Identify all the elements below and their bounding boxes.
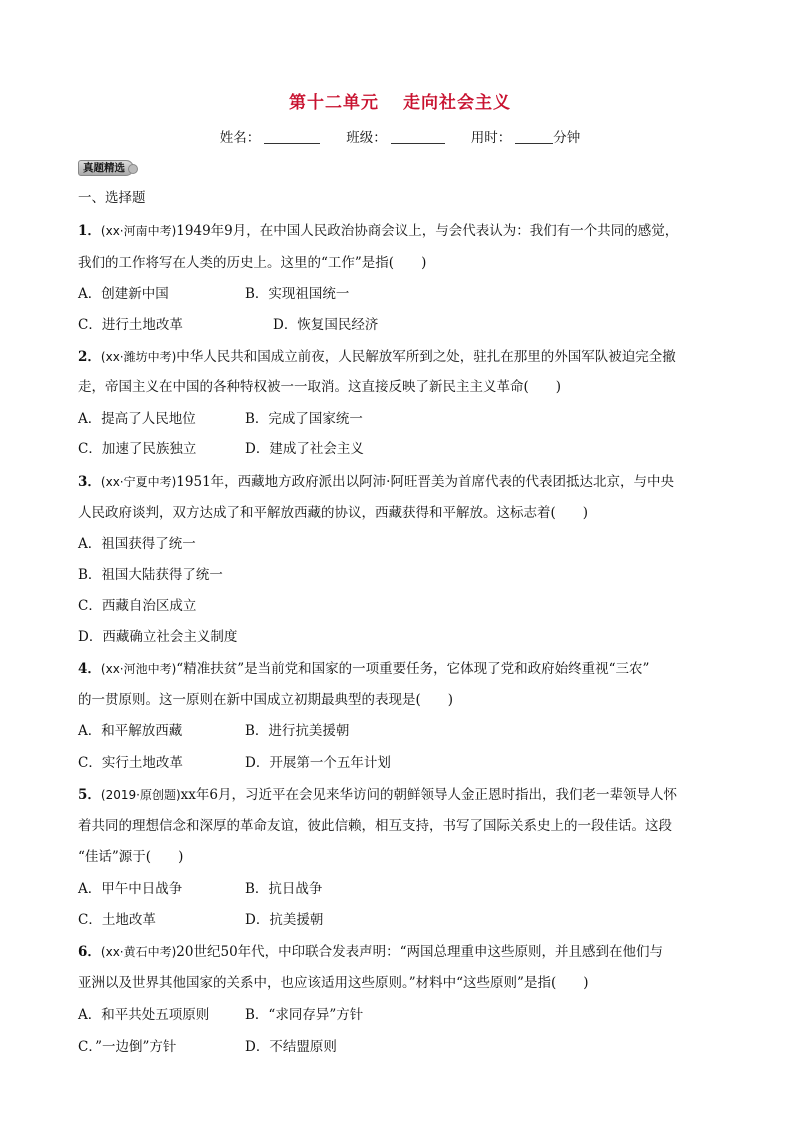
question-text: 的一贯原则。这一原则在新中国成立初期最典型的表现是( ) [78, 692, 454, 708]
option-d[interactable]: D．西藏确立社会主义制度 [78, 629, 238, 645]
option-d[interactable]: D．抗美援朝 [245, 912, 324, 928]
question-source: (xx·潍坊中考) [100, 350, 177, 364]
question-source: (xx·河南中考) [100, 224, 177, 238]
option-a[interactable]: A．甲午中日战争 [78, 881, 183, 897]
question-text: 我们的工作将写在人类的历史上。这里的“工作”是指( ) [78, 255, 427, 271]
question-text: “精准扶贫”是当前党和国家的一项重要任务，它体现了党和政府始终重视“三农” [176, 661, 650, 677]
question-source: (xx·黄石中考) [100, 945, 177, 959]
class-blank[interactable] [391, 130, 445, 144]
option-c[interactable]: C．西藏自治区成立 [78, 598, 197, 614]
question-source: (xx·宁夏中考) [100, 475, 177, 489]
question-number: 4． [78, 661, 101, 677]
option-c[interactable]: C．进行土地改革 [78, 317, 183, 333]
option-b[interactable]: B．“求同存异”方针 [245, 1007, 364, 1023]
question-text: 20世纪50年代，中印联合发表声明：“两国总理重申这些原则，并且感到在他们与 [176, 944, 664, 960]
option-b[interactable]: B．抗日战争 [245, 881, 323, 897]
time-unit: 分钟 [553, 130, 581, 146]
time-blank[interactable] [515, 130, 553, 144]
question-text: xx年6月，习近平在会见来华访问的朝鲜领导人金正恩时指出，我们老一辈领导人怀 [180, 787, 677, 803]
name-label: 姓名： [219, 130, 261, 146]
option-b[interactable]: B．进行抗美援朝 [245, 723, 350, 739]
option-c[interactable]: C．”一边倒”方针 [78, 1039, 177, 1055]
question-number: 5． [78, 787, 101, 803]
question-text: 走，帝国主义在中国的各种特权被一一取消。这直接反映了新民主主义革命( ) [78, 379, 562, 395]
class-label: 班级： [346, 130, 387, 146]
option-d[interactable]: D．建成了社会主义 [245, 441, 364, 457]
unit-label: 第十二单元 [289, 93, 379, 113]
question-text: “佳话”源于( ) [78, 849, 184, 865]
option-b[interactable]: B．实现祖国统一 [245, 286, 350, 302]
unit-topic: 走向社会主义 [403, 93, 511, 113]
student-info [0, 126, 800, 146]
question-text: 着共同的理想信念和深厚的革命友谊，彼此信赖，相互支持，书写了国际关系史上的一段佳话。这段 [78, 818, 672, 834]
option-d[interactable]: D．开展第一个五年计划 [245, 755, 391, 771]
question-source: (2019·原创题) [100, 788, 181, 802]
question-source: (xx·河池中考) [100, 662, 177, 676]
question-text: 1951年，西藏地方政府派出以阿沛·阿旺晋美为首席代表的代表团抵达北京，与中央 [176, 474, 674, 490]
section-badge: 真题精选 [78, 160, 134, 176]
option-a[interactable]: A．创建新中国 [78, 286, 169, 302]
name-blank[interactable] [264, 130, 320, 144]
question-number: 1． [78, 223, 101, 239]
option-b[interactable]: B．完成了国家统一 [245, 411, 363, 427]
question-number: 2． [78, 349, 101, 365]
question-text: 中华人民共和国成立前夜，人民解放军所到之处，驻扎在那里的外国军队被迫完全撤 [176, 349, 676, 365]
option-a[interactable]: A．和平共处五项原则 [78, 1007, 210, 1023]
option-c[interactable]: C．加速了民族独立 [78, 441, 197, 457]
option-a[interactable]: A．祖国获得了统一 [78, 536, 196, 552]
question-number: 6． [78, 944, 101, 960]
option-a[interactable]: A．和平解放西藏 [78, 723, 183, 739]
option-c[interactable]: C．实行土地改革 [78, 755, 183, 771]
option-b[interactable]: B．祖国大陆获得了统一 [78, 567, 223, 583]
option-a[interactable]: A．提高了人民地位 [78, 411, 196, 427]
time-label: 用时： [470, 130, 512, 146]
page-title [0, 88, 800, 113]
option-d[interactable]: D．不结盟原则 [245, 1039, 337, 1055]
option-d[interactable]: D．恢复国民经济 [273, 317, 379, 333]
question-text: 亚洲以及世界其他国家的关系中，也应该适用这些原则。”材料中“这些原则”是指( ) [78, 975, 589, 991]
option-c[interactable]: C．土地改革 [78, 912, 156, 928]
question-number: 3． [78, 474, 101, 490]
question-text: 1949年9月，在中国人民政治协商会议上，与会代表认为：我们有一个共同的感觉， [176, 223, 679, 239]
question-text: 人民政府谈判，双方达成了和平解放西藏的协议，西藏获得和平解放。这标志着( ) [78, 505, 589, 521]
section-heading: 一、选择题 [78, 190, 146, 206]
